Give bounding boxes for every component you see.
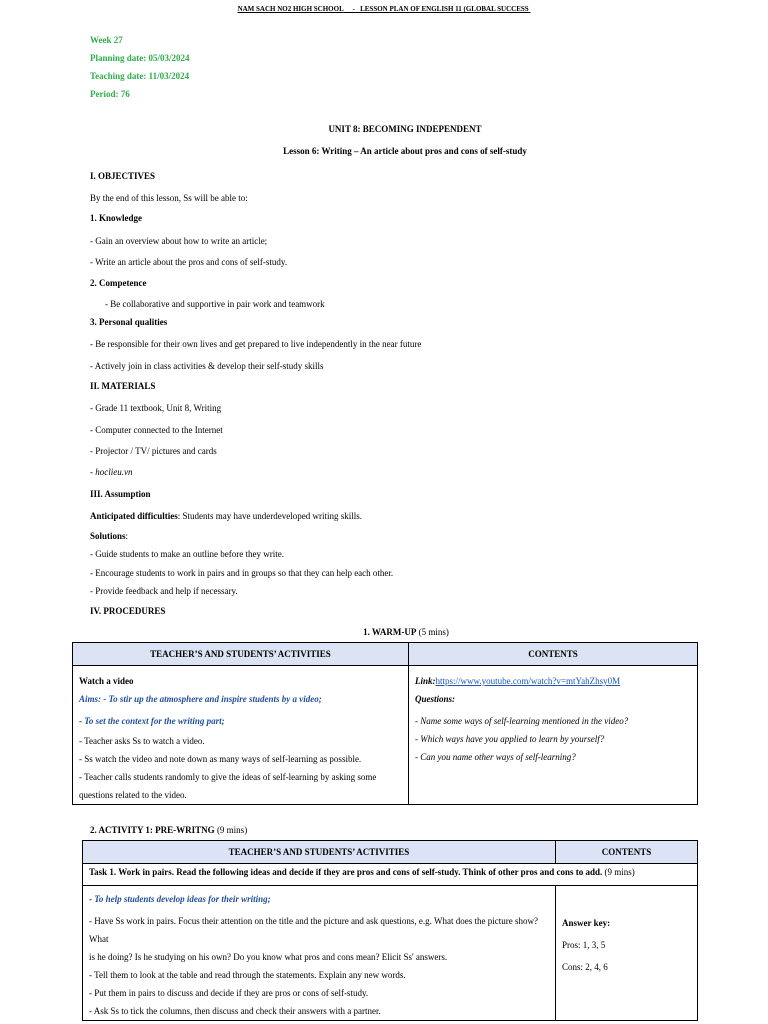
activity1-line: is he doing? Is he studying on his own? Do you know what pros and cons mean? Elicit Ss' answers.: [89, 952, 448, 962]
warmup-table: [72, 642, 698, 805]
answer-key-label: Answer key:: [562, 918, 611, 928]
hoclieu-text: hoclieu.vn: [95, 467, 133, 477]
solutions-label-line: [90, 531, 128, 541]
activity1-line: - Ask Ss to tick the columns, then discuss and check their answers with a partner.: [89, 1006, 381, 1016]
warmup-line: questions related to the video.: [79, 790, 187, 800]
answer-pros: Pros: 1, 3, 5: [562, 940, 606, 950]
personal-item: - Be responsible for their own lives and get prepared to live independently in the near future: [90, 339, 422, 349]
warmup-title: 1. WARM-UP: [363, 627, 417, 637]
aim-text: To help students develop ideas for their writing;: [94, 894, 271, 904]
material-item: - Projector / TV/ pictures and cards: [90, 446, 217, 456]
competence-item: - Be collaborative and supportive in pair work and teamwork: [105, 299, 325, 309]
activity1-title-line: [90, 825, 247, 835]
activity1-title: 2. ACTIVITY 1: PRE-WRITNG: [90, 825, 215, 835]
task1-text: Task 1. Work in pairs. Read the following ideas and decide if they are pros and cons of self-study. Think of other pros and cons to add.: [89, 867, 603, 877]
period-label: Period: 76: [90, 89, 130, 99]
activity1-contents-cell: [556, 886, 698, 1021]
col-contents-header: CONTENTS: [409, 643, 698, 666]
planning-date: Planning date: 05/03/2024: [90, 53, 190, 63]
warmup-aims2: [79, 712, 402, 730]
question-item: - Name some ways of self-learning mentioned in the video?: [415, 716, 629, 726]
difficulties-line: [90, 511, 362, 521]
dash: -: [79, 716, 85, 726]
link-label: Link:: [415, 676, 436, 686]
solutions-label: Solutions: [90, 531, 126, 541]
dash: -: [89, 894, 95, 904]
lesson-plan-title: LESSON PLAN OF ENGLISH 11 (GLOBAL SUCCESS: [360, 5, 529, 13]
lesson-title: Lesson 6: Writing – An article about pros and cons of self-study: [283, 146, 527, 156]
activity1-time: (9 mins): [214, 825, 248, 835]
procedures-heading: IV. PROCEDURES: [90, 606, 166, 616]
difficulties-text: : Students may have underdeveloped writing skills.: [177, 511, 362, 521]
material-item: - Grade 11 textbook, Unit 8, Writing: [90, 403, 222, 413]
warmup-time: (5 mins): [416, 627, 449, 637]
week-label: Week 27: [90, 35, 123, 45]
document-header: [0, 5, 768, 13]
warmup-line: - Teacher asks Ss to watch a video.: [79, 736, 205, 746]
objectives-heading: I. OBJECTIVES: [90, 171, 156, 181]
solution-item: - Encourage students to work in pairs and in groups so that they can help each other.: [90, 568, 394, 578]
solution-item: - Provide feedback and help if necessary.: [90, 586, 238, 596]
question-item: - Can you name other ways of self-learning?: [415, 752, 576, 762]
colon: :: [125, 531, 129, 541]
activity1-line: - Have Ss work in pairs. Focus their attention on the title and the picture and ask questions, e.g. What does the picture show? What: [89, 916, 538, 944]
activity1-line: - Tell them to look at the table and read through the statements. Explain any new words.: [89, 970, 406, 980]
teaching-date: Teaching date: 11/03/2024: [90, 71, 190, 81]
material-item: [90, 467, 133, 477]
objectives-intro: By the end of this lesson, Ss will be able to:: [90, 193, 248, 203]
answer-cons: Cons: 2, 4, 6: [562, 962, 608, 972]
watch-video-label: Watch a video: [79, 676, 134, 686]
aims2-text: To set the context for the writing part;: [84, 716, 225, 726]
activity1-line: - Put them in pairs to discuss and decide if they are pros or cons of self-study.: [89, 988, 369, 998]
question-item: - Which ways have you applied to learn by yourself?: [415, 734, 605, 744]
personal-heading: 3. Personal qualities: [90, 317, 168, 327]
knowledge-item: - Gain an overview about how to write an article;: [90, 236, 268, 246]
warmup-aims: Aims: - To stir up the atmosphere and inspire students by a video;: [79, 694, 322, 704]
material-item: - Computer connected to the Internet: [90, 425, 223, 435]
activity1-table: [82, 840, 698, 1021]
unit-title: UNIT 8: BECOMING INDEPENDENT: [328, 124, 482, 134]
warmup-line: - Ss watch the video and note down as many ways of self-learning as possible.: [79, 754, 362, 764]
knowledge-heading: 1. Knowledge: [90, 213, 143, 223]
activity1-activities-cell: [83, 886, 556, 1021]
warmup-activities-cell: [73, 666, 409, 805]
task1-time: (9 mins): [602, 867, 635, 877]
warmup-contents-cell: [409, 666, 698, 805]
competence-heading: 2. Competence: [90, 278, 147, 288]
school-name: NAM SACH NO2 HIGH SCHOOL: [237, 5, 344, 13]
questions-label: Questions:: [415, 694, 456, 704]
header-separator: -: [352, 5, 355, 13]
task1-row: [83, 864, 698, 886]
knowledge-item: - Write an article about the pros and cons of self-study.: [90, 257, 288, 267]
activity1-aim: [89, 890, 549, 908]
col-activities-header: TEACHER’S AND STUDENTS’ ACTIVITIES: [83, 841, 556, 864]
warmup-title-line: [0, 627, 768, 637]
assumption-heading: III. Assumption: [90, 489, 151, 499]
video-link[interactable]: https://www.youtube.com/watch?v=mtYahZhsy0M: [435, 676, 621, 686]
col-activities-header: TEACHER’S AND STUDENTS’ ACTIVITIES: [73, 643, 409, 666]
materials-heading: II. MATERIALS: [90, 381, 156, 391]
col-contents-header: CONTENTS: [556, 841, 698, 864]
solution-item: - Guide students to make an outline before they write.: [90, 549, 284, 559]
difficulties-label: Anticipated difficulties: [90, 511, 178, 521]
link-line: [415, 672, 691, 690]
dash: -: [90, 467, 96, 477]
personal-item: - Actively join in class activities & develop their self-study skills: [90, 361, 324, 371]
warmup-line: - Teacher calls students randomly to give the ideas of self-learning by asking some: [79, 772, 377, 782]
